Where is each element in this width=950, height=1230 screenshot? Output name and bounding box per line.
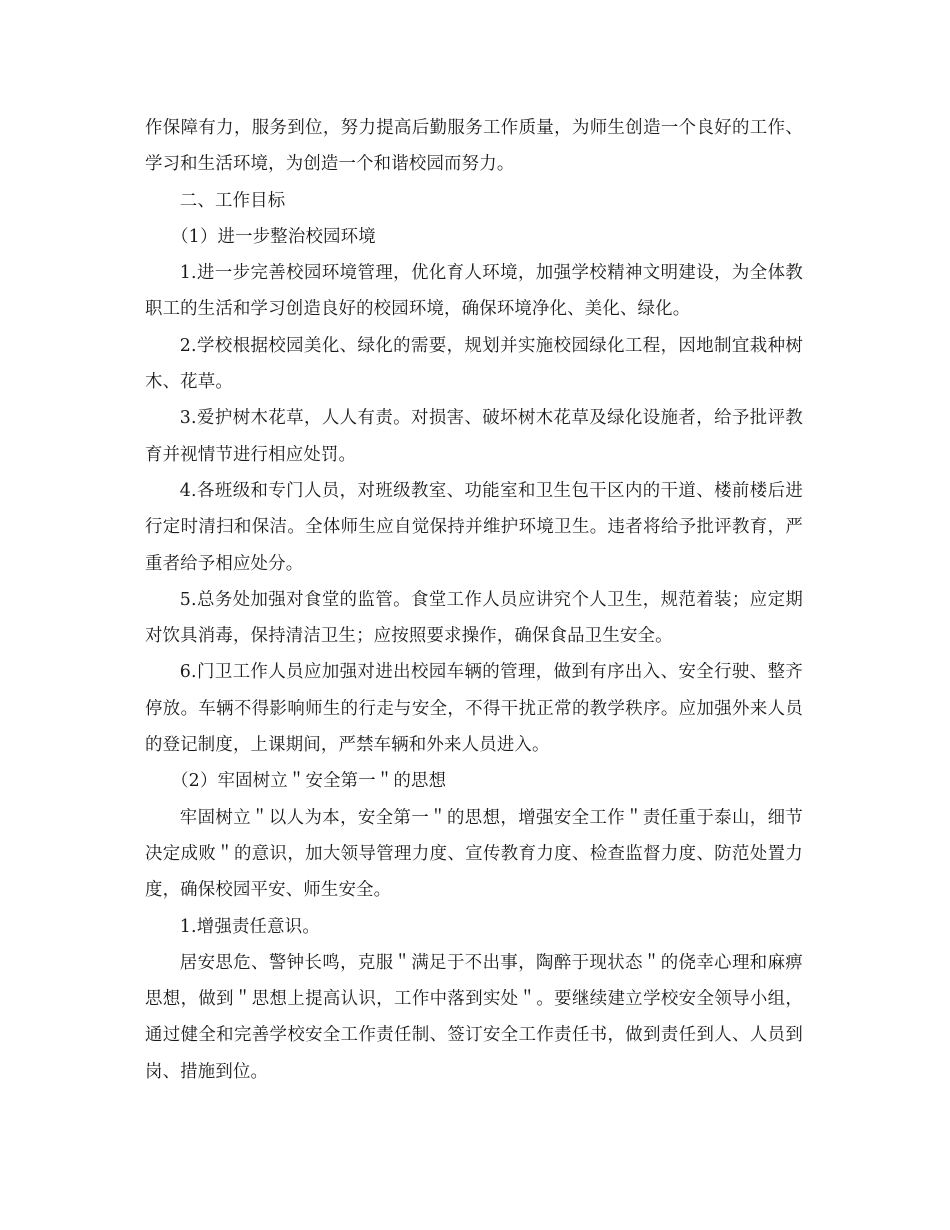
paragraph-item-6: 6.门卫工作人员应加强对进出校园车辆的管理，做到有序出入、安全行驶、整齐停放。车辆不得影响师生的行走与安全，不得干扰正常的教学秩序。应加强外来人员的登记制度，上课期间，严禁车辆和外来人员进入。 xyxy=(145,662,803,756)
paragraph-item-5: 5.总务处加强对食堂的监管。食堂工作人员应讲究个人卫生，规范着装；应定期对饮具消毒，保持清洁卫生；应按照要求操作，确保食品卫生安全。 xyxy=(145,589,803,647)
subheading-safety-first: （2）牢固树立＂安全第一＂的思想 xyxy=(171,771,447,792)
paragraph-item-3: 3.爱护树木花草，人人有责。对损害、破坏树木花草及绿化设施者，给予批评教育并视情节进行相应处罚。 xyxy=(145,408,803,465)
paragraph-item-4: 4.各班级和专门人员，对班级教室、功能室和卫生包干区内的干道、楼前楼后进行定时清扫和保洁。全体师生应自觉保持并维护环境卫生。违者将给予批评教育，严重者给予相应处分。 xyxy=(145,480,803,574)
paragraph-continuation: 作保障有力，服务到位，努力提高后勤服务工作质量，为师生创造一个良好的工作、学习和生活环境，为创造一个和谐校园而努力。 xyxy=(145,118,803,175)
paragraph-responsibility-body: 居安思危、警钟长鸣，克服＂满足于不出事，陶醉于现状态＂的侥幸心理和麻痹思想，做到＂思想上提高认识，工作中落到实处＂。要继续建立学校安全领导小组，通过健全和完善学校安全工作责任制、签订安全工作责任书，做到责任到人、人员到岗、措施到位。 xyxy=(145,952,803,1082)
section-heading-work-goals: 二、工作目标 xyxy=(179,190,286,211)
paragraph-safety-intro: 牢固树立＂以人为本，安全第一＂的思想，增强安全工作＂责任重于泰山，细节决定成败＂的意识，加大领导管理力度、宣传教育力度、检查监督力度、防范处置力度，确保校园平安、师生安全。 xyxy=(145,807,803,901)
paragraph-item-2: 2.学校根据校园美化、绿化的需要，规划并实施校园绿化工程，因地制宜栽种树木、花草。 xyxy=(145,335,803,393)
document-body xyxy=(145,110,803,1090)
paragraph-item-1: 1.进一步完善校园环境管理，优化育人环境，加强学校精神文明建设，为全体教职工的生活和学习创造良好的校园环境，确保环境净化、美化、绿化。 xyxy=(145,263,803,320)
paragraph-responsibility-heading: 1.增强责任意识。 xyxy=(179,916,320,937)
subheading-campus-environment: （1）进一步整治校园环境 xyxy=(171,226,376,247)
